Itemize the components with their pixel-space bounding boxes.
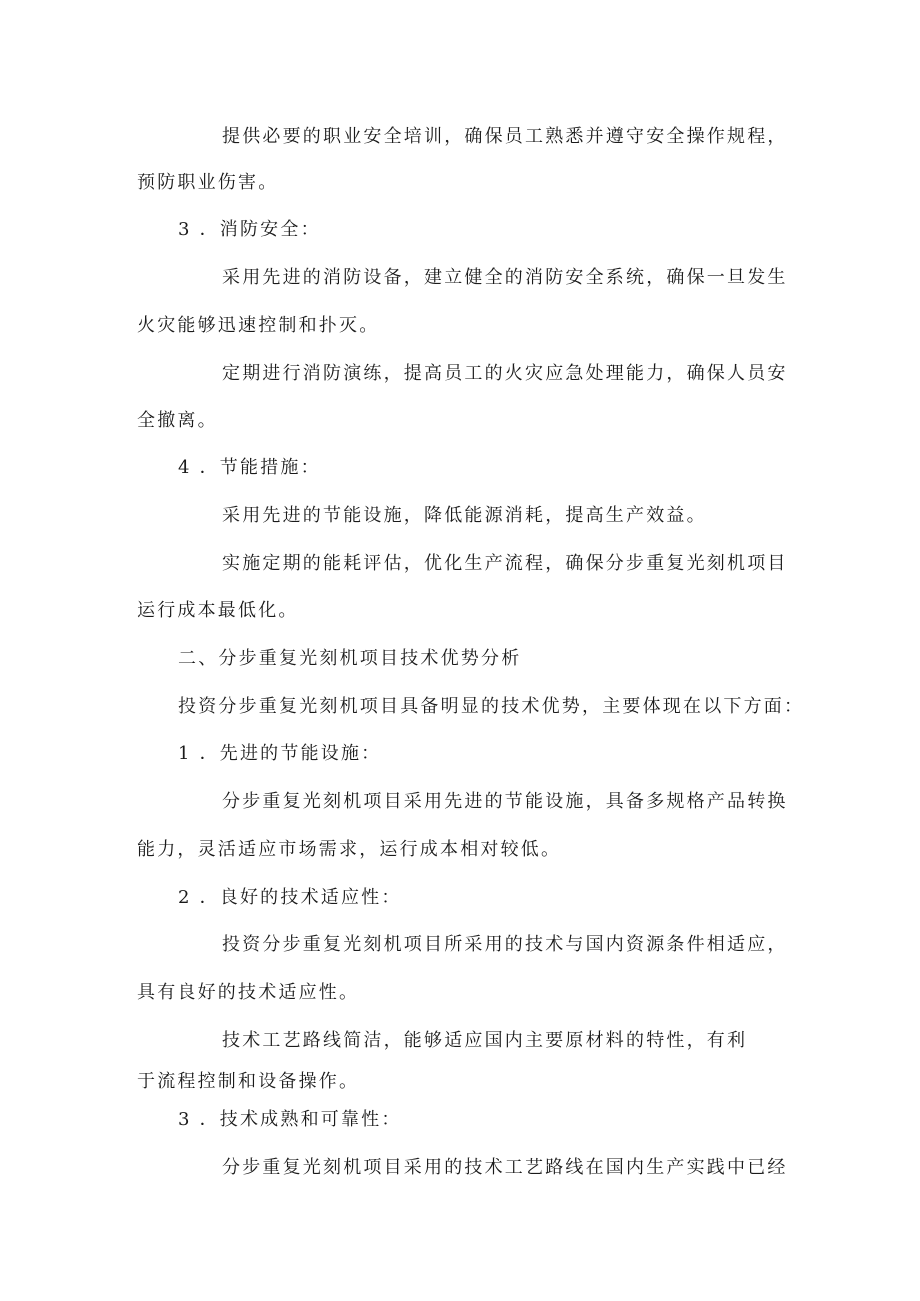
paragraph-line: 投资分步重复光刻机项目所采用的技术与国内资源条件相适应， <box>222 934 788 955</box>
paragraph-line: 采用先进的节能设施，降低能源消耗，提高生产效益。 <box>222 505 707 526</box>
paragraph-line: 投资分步重复光刻机项目具备明显的技术优势，主要体现在以下方面： <box>178 696 805 717</box>
section-title: 二、分步重复光刻机项目技术优势分析 <box>178 648 522 669</box>
subsection-heading: 3 ．技术成熟和可靠性： <box>178 1109 402 1130</box>
paragraph-line: 定期进行消防演练，提高员工的火灾应急处理能力，确保人员安 <box>222 363 788 384</box>
paragraph-line: 分步重复光刻机项目采用的技术工艺路线在国内生产实践中已经 <box>222 1157 788 1178</box>
paragraph-line: 能力，灵活适应市场需求，运行成本相对较低。 <box>137 839 562 860</box>
paragraph-line: 全撤离。 <box>137 410 218 431</box>
subsection-heading: 1 ．先进的节能设施： <box>178 743 382 764</box>
paragraph-line: 具有良好的技术适应性。 <box>137 982 360 1003</box>
subsection-heading: 4 ．节能措施： <box>178 457 321 478</box>
paragraph-line: 运行成本最低化。 <box>137 600 299 621</box>
paragraph-line: 采用先进的消防设备，建立健全的消防安全系统，确保一旦发生 <box>222 267 788 288</box>
paragraph-line: 预防职业伤害。 <box>137 172 279 193</box>
paragraph-line: 火灾能够迅速控制和扑灭。 <box>137 315 380 336</box>
subsection-heading: 2 ．良好的技术适应性： <box>178 887 402 908</box>
paragraph-line: 实施定期的能耗评估，优化生产流程，确保分步重复光刻机项目 <box>222 553 788 574</box>
subsection-heading: 3 ．消防安全： <box>178 219 321 240</box>
paragraph-line: 于流程控制和设备操作。 <box>137 1071 360 1092</box>
paragraph-line: 提供必要的职业安全培训，确保员工熟悉并遵守安全操作规程， <box>222 126 788 147</box>
paragraph-line: 分步重复光刻机项目采用先进的节能设施，具备多规格产品转换 <box>222 791 788 812</box>
paragraph-line: 技术工艺路线简洁，能够适应国内主要原材料的特性，有利 <box>222 1030 748 1051</box>
